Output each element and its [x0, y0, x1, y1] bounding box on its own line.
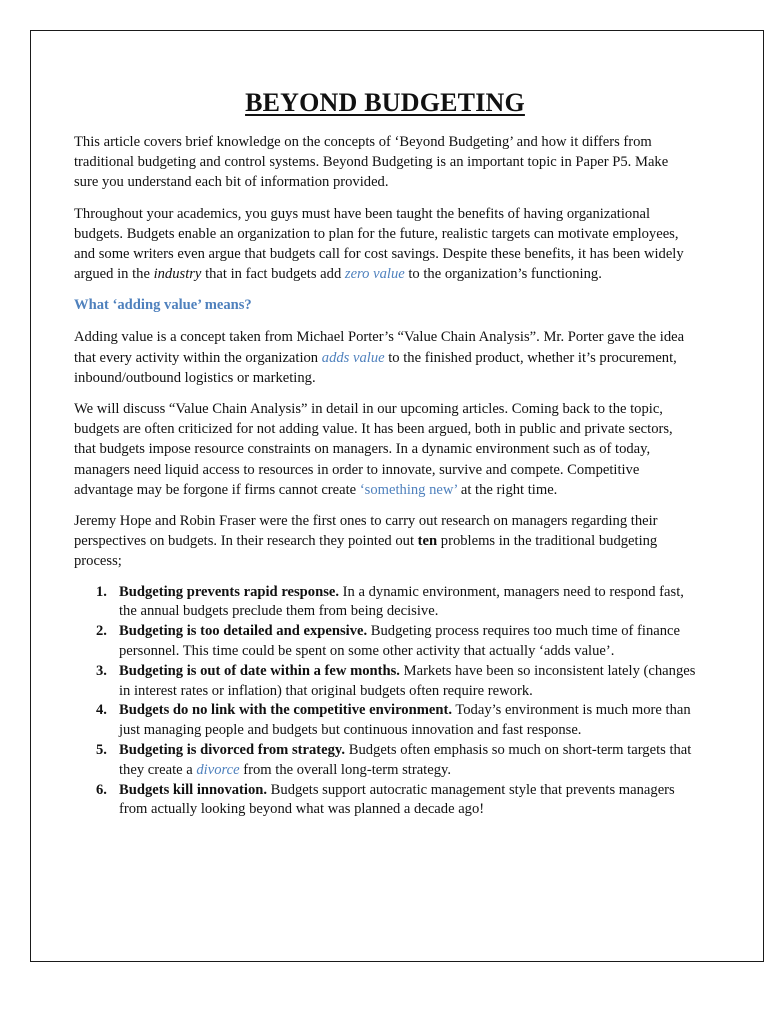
- list-number: 5.: [96, 742, 107, 759]
- zero-value-emphasis: zero value: [344, 266, 405, 283]
- list-number: 6.: [96, 781, 107, 798]
- list-item-heading: Budgeting is divorced from strategy.: [119, 742, 346, 759]
- list-item: [74, 741, 696, 781]
- list-number: 1.: [96, 583, 107, 600]
- problems-list: [74, 583, 696, 821]
- list-item-text: from the overall long-term strategy.: [239, 761, 451, 778]
- adds-value-emphasis: adds value: [321, 349, 385, 366]
- research-paragraph: Jeremy Hope and Robin Fraser were the first ones to carry out research on managers regarding their perspectives on budgets. In their research they pointed out ten problems in the traditional budgeting process;: [74, 513, 658, 570]
- ten-emphasis: ten: [417, 533, 438, 550]
- industry-emphasis: industry: [153, 266, 202, 283]
- list-number: 3.: [96, 662, 107, 679]
- list-number: 4.: [96, 702, 107, 719]
- something-new-emphasis: ‘something new’: [359, 481, 458, 498]
- value-chain-paragraph: Adding value is a concept taken from Michael Porter’s “Value Chain Analysis”. Mr. Porter gave the idea that every activity within the organization adds value to the finished product, whether it’s procurement, inbound/outbound logistics or marketing.: [74, 329, 685, 386]
- list-item-text: Budgets often emphasis so much on short-term targets that they create a: [119, 742, 692, 778]
- intro-paragraph: This article covers brief knowledge on the concepts of ‘Beyond Budgeting’ and how it differs from traditional budgeting and control systems. Beyond Budgeting is an important topic in Paper P5. Make sure you understand each bit of information provided.: [74, 134, 669, 191]
- list-item-heading: Budgeting is too detailed and expensive.: [119, 623, 368, 640]
- list-item-heading: Budgeting prevents rapid response.: [119, 583, 340, 600]
- list-item-text: Today’s environment is much more than just managing people and budgets but continuous innovation and fast response.: [119, 702, 691, 739]
- list-item: [74, 781, 696, 821]
- list-number: 2.: [96, 623, 107, 640]
- list-item-text: Budgeting process requires too much time of finance personnel. This time could be spent on some other activity that actually ‘adds value’.: [119, 623, 680, 660]
- section-heading-adding-value: What ‘adding value’ means?: [74, 297, 252, 314]
- list-item: [74, 701, 696, 741]
- criticism-paragraph: We will discuss “Value Chain Analysis” in detail in our upcoming articles. Coming back to the topic, budgets are often criticized for not adding value. It has been argued, both in public and private sectors, that budgets impose resource constraints on managers. In a dynamic environment such as of today, managers need liquid access to resources in order to innovate, survive and compete. Competitive advantage may be forgone if firms cannot create ‘something new’ at the right time.: [74, 401, 673, 498]
- list-item: [74, 662, 696, 702]
- list-item-text: Markets have been so inconsistent lately (changes in interest rates or inflation) that original budgets often require rework.: [119, 662, 696, 699]
- list-item-heading: Budgeting is out of date within a few months.: [119, 662, 400, 679]
- list-item-text: In a dynamic environment, managers need to respond fast, the annual budgets preclude them from being decisive.: [119, 583, 684, 620]
- list-item-heading: Budgets do no link with the competitive environment.: [119, 702, 452, 719]
- list-item: [74, 583, 696, 623]
- divorce-emphasis: divorce: [196, 761, 240, 778]
- page-title: BEYOND BUDGETING: [245, 88, 525, 117]
- list-item-heading: Budgets kill innovation.: [119, 781, 268, 798]
- list-item: [74, 622, 696, 662]
- benefits-paragraph: Throughout your academics, you guys must have been taught the benefits of having organizational budgets. Budgets enable an organization to plan for the future, realistic targets can motivate employees, and some writers even argue that budgets call for cost savings. Despite these benefits, it has been widely argued in the industry that in fact budgets add zero value to the organization’s functioning.: [74, 205, 684, 283]
- list-item-text: Budgets support autocratic management style that prevents managers from actually looking beyond what was planned a decade ago!: [119, 781, 675, 818]
- article: [74, 88, 696, 820]
